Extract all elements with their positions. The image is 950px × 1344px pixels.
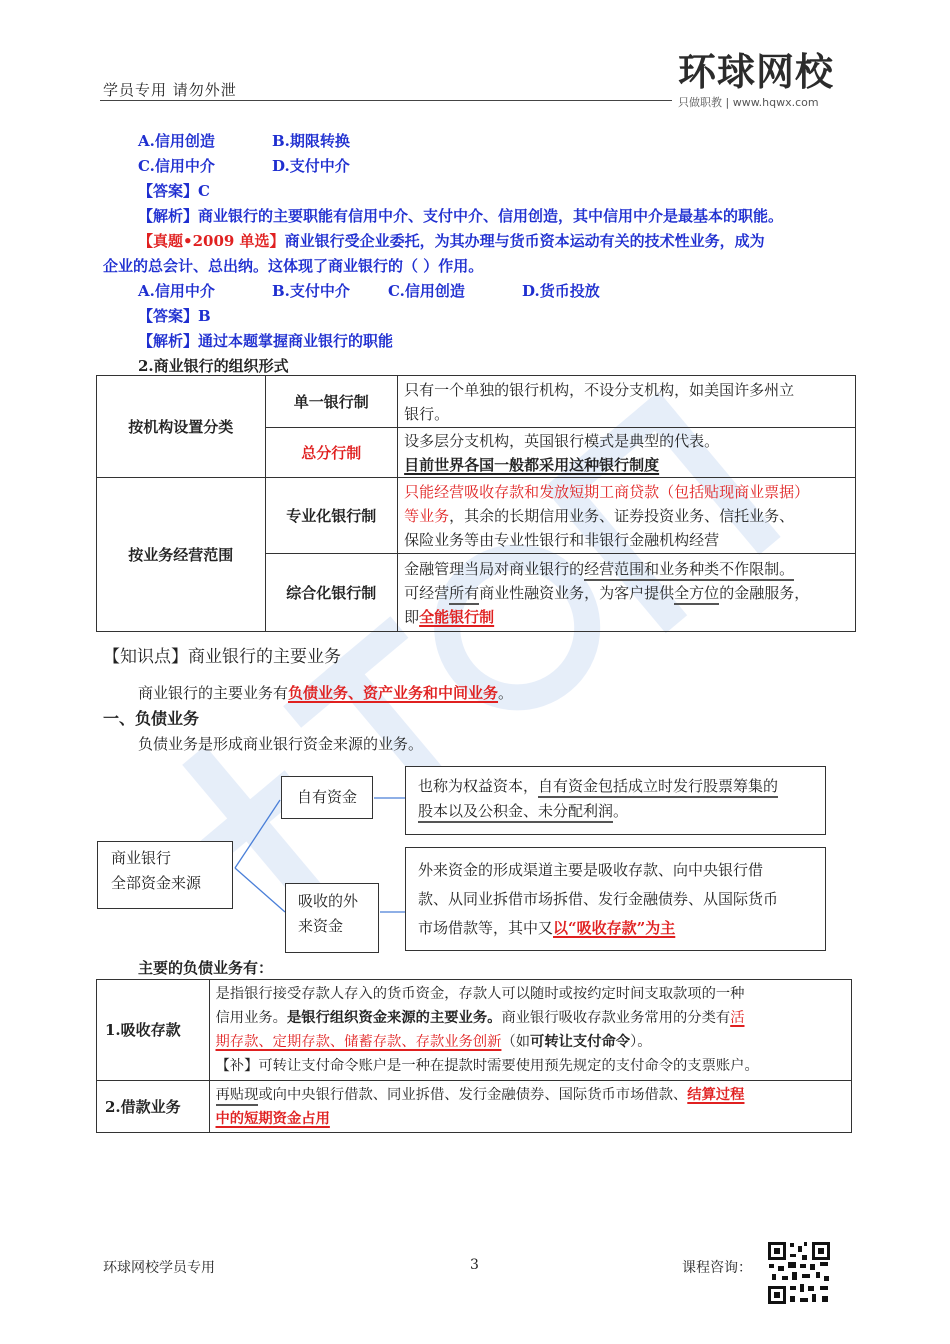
org-universal-desc-l2e: 的金融服务， — [719, 583, 810, 602]
liab-deposit-l2d: 活 — [730, 1010, 745, 1026]
liab-deposit-l1: 是指银行接受存款人存入的货币资金，存款人可以随时或按约定时间支取款项的一种 — [215, 986, 745, 1002]
org-universal-desc-l2d: 全方位 — [674, 584, 719, 605]
q2-analysis: 【解析】通过本题掌握商业银行的职能 — [138, 332, 394, 350]
q2-option-d: D.货币投放 — [522, 282, 600, 300]
own-desc-l1a: 也称为权益资本， — [418, 777, 539, 795]
org-category-structure: 按机构设置分类 — [97, 376, 266, 478]
diagram-root-l2: 全部资金来源 — [111, 874, 202, 892]
liab-borrowing-desc — [209, 1081, 852, 1133]
liab-borrowing-l1 — [216, 1083, 846, 1107]
q1-answer: 【答案】C — [138, 182, 210, 200]
ext-desc-l3 — [418, 914, 825, 943]
qr-code-icon[interactable] — [766, 1240, 832, 1306]
liab-borrowing-l1b: 或向中央银行借款、同业拆借、发行金融债券、国际货币市场借款、 — [258, 1086, 688, 1103]
ext-desc-l3b: 以“吸收存款”为主 — [553, 919, 676, 937]
liab-deposit-l2c: 商业银行吸收存款业务常用的分类有 — [501, 1010, 731, 1026]
knowledge-intro-c: 。 — [498, 684, 514, 702]
q1-option-b: B.期限转换 — [272, 132, 350, 150]
liab-deposit-l3b: （如 — [501, 1034, 531, 1050]
org-unit-banking-name: 单一银行制 — [265, 376, 398, 428]
liab-deposit-l3 — [216, 1030, 846, 1054]
diagram-external-funds-desc — [405, 847, 826, 951]
org-universal-desc-l2b: 所有 — [449, 584, 479, 605]
page-number: 3 — [470, 1257, 479, 1273]
org-universal-desc-l2c: 商业性融资业务，为客户提供 — [479, 583, 675, 602]
q2-option-c: C.信用创造 — [388, 282, 465, 300]
org-branch-banking-desc-l2: 目前世界各国一般都采用这种银行制度 — [404, 455, 660, 474]
org-heading: 2.商业银行的组织形式 — [138, 357, 289, 375]
q2-option-a: A.信用中介 — [138, 282, 215, 300]
q2-exam-tag: 【真题•2009 单选】 — [138, 232, 285, 250]
org-universal-desc-l2a: 可经营 — [404, 583, 450, 602]
org-branch-banking-desc-l1: 设多层分支机构，英国银行模式是典型的代表。 — [404, 431, 720, 450]
footer-left: 环球网校学员专用 — [103, 1260, 215, 1276]
own-desc-l2 — [418, 799, 825, 824]
own-desc-l2b: 。 — [613, 802, 629, 820]
org-universal-desc-l3b: 全能银行制 — [419, 607, 495, 626]
org-unit-banking-desc-l1: 只有一个单独的银行机构，不设分支机构，如美国许多州立 — [404, 380, 795, 399]
knowledge-intro-a: 商业银行的主要业务有 — [138, 684, 289, 702]
liab-deposit-l2 — [216, 1006, 846, 1030]
org-specialized-desc-l3: 保险业务等由专业性银行和非银行金融机构经营 — [404, 530, 720, 549]
own-desc-l2a: 股本以及公积金、未分配利润 — [418, 802, 613, 823]
brand-logo-text: 环球网校 — [678, 50, 835, 94]
q1-option-d: D.支付中介 — [272, 157, 350, 175]
knowledge-intro-highlight: 负债业务、资产业务和中间业务 — [288, 684, 499, 702]
diagram-external-l2: 来资金 — [298, 917, 344, 935]
diagram-root-l1: 商业银行 — [111, 849, 172, 867]
org-category-scope: 按业务经营范围 — [97, 478, 266, 632]
q1-option-a: A.信用创造 — [138, 132, 215, 150]
org-specialized-desc-l1: 只能经营吸收存款和发放短期工商贷款（包括贴现商业票据） — [404, 482, 810, 501]
liab-borrowing-l2: 中的短期资金占用 — [215, 1110, 330, 1127]
org-specialized-desc-l2-red: 等业务 — [404, 506, 450, 525]
liab-deposit-l2a: 信用业务。 — [215, 1010, 287, 1026]
own-desc-l1b: 自有资金包括成立时发行股票筹集的 — [538, 777, 778, 798]
q2-stem-line2: 企业的总会计、总出纳。这体现了商业银行的（ ）作用。 — [103, 257, 484, 275]
org-specialized-banking-name: 专业化银行制 — [265, 478, 398, 554]
connector-root-own — [235, 800, 280, 868]
q2-option-b: B.支付中介 — [272, 282, 350, 300]
diagram-own-capital-box: 自有资金 — [281, 776, 373, 819]
org-unit-banking-desc-l2: 银行。 — [404, 404, 450, 423]
org-universal-desc-l1b: 经营范围和业务种类不作限制。 — [584, 560, 794, 581]
section-liabilities-desc: 负债业务是形成商业银行资金来源的业务。 — [138, 735, 424, 753]
ext-desc-l2: 款、从同业拆借市场拆借、发行金融债券、从国际货币 — [418, 890, 779, 908]
org-specialized-desc-l2-rest: ，其余的长期信用业务、证券投资业务、信托业务、 — [449, 506, 795, 525]
liab-deposit-l4: 【补】可转让支付命令账户是一种在提款时需要使用预先规定的支付命令的支票账户。 — [215, 1058, 759, 1074]
liab-deposit-desc — [209, 980, 852, 1081]
liab-deposit-l2b: 是银行组织资金来源的主要业务。 — [286, 1010, 502, 1026]
q1-analysis: 【解析】商业银行的主要职能有信用中介、支付中介、信用创造，其中信用中介是最基本的职能。 — [138, 207, 784, 225]
q1-option-c: C.信用中介 — [138, 157, 215, 175]
diagram-root-box — [97, 841, 233, 909]
footer-consult-label: 课程咨询： — [682, 1260, 752, 1276]
diagram-external-l1: 吸收的外 — [298, 892, 359, 910]
ext-desc-l3a: 市场借款等，其中又 — [418, 919, 554, 937]
liab-deposit-l3d: ）。 — [630, 1034, 652, 1050]
diagram-own-capital-desc — [405, 766, 826, 835]
q2-answer: 【答案】B — [138, 307, 211, 325]
org-universal-banking-name: 综合化银行制 — [265, 554, 398, 632]
own-desc-l1 — [418, 774, 825, 799]
liab-borrowing-l1c: 结算过程 — [687, 1086, 745, 1103]
liab-borrowing-name: 2.借款业务 — [97, 1081, 210, 1133]
header-left-label: 学员专用 请勿外泄 — [103, 81, 237, 99]
section-liabilities-heading: 一、负债业务 — [103, 709, 200, 728]
brand-logo-subtitle: 只做职教 | www.hqwx.com — [678, 96, 819, 109]
connector-root-external — [235, 868, 285, 912]
liab-borrowing-l1a: 再贴现 — [216, 1087, 259, 1106]
liab-deposit-name: 1.吸收存款 — [97, 980, 210, 1081]
liabilities-heading: 主要的负债业务有： — [138, 959, 274, 977]
liab-deposit-l3a: 期存款、定期存款、储蓄存款、存款业务创新 — [215, 1034, 502, 1050]
org-universal-desc-l1a: 金融管理当局对商业银行的 — [404, 559, 585, 578]
org-branch-banking-name: 总分行制 — [265, 428, 398, 478]
liabilities-table — [96, 979, 852, 1133]
org-universal-desc-l3a: 即 — [404, 607, 420, 626]
q2-stem-text1: 商业银行受企业委托，为其办理与货币资本运动有关的技术性业务，成为 — [284, 232, 765, 250]
ext-desc-l1: 外来资金的形成渠道主要是吸收存款、向中央银行借 — [418, 861, 764, 879]
diagram-external-funds-box — [285, 883, 379, 953]
knowledge-title: 【知识点】商业银行的主要业务 — [103, 647, 341, 667]
liab-deposit-l3c: 可转让支付命令 — [530, 1034, 631, 1050]
